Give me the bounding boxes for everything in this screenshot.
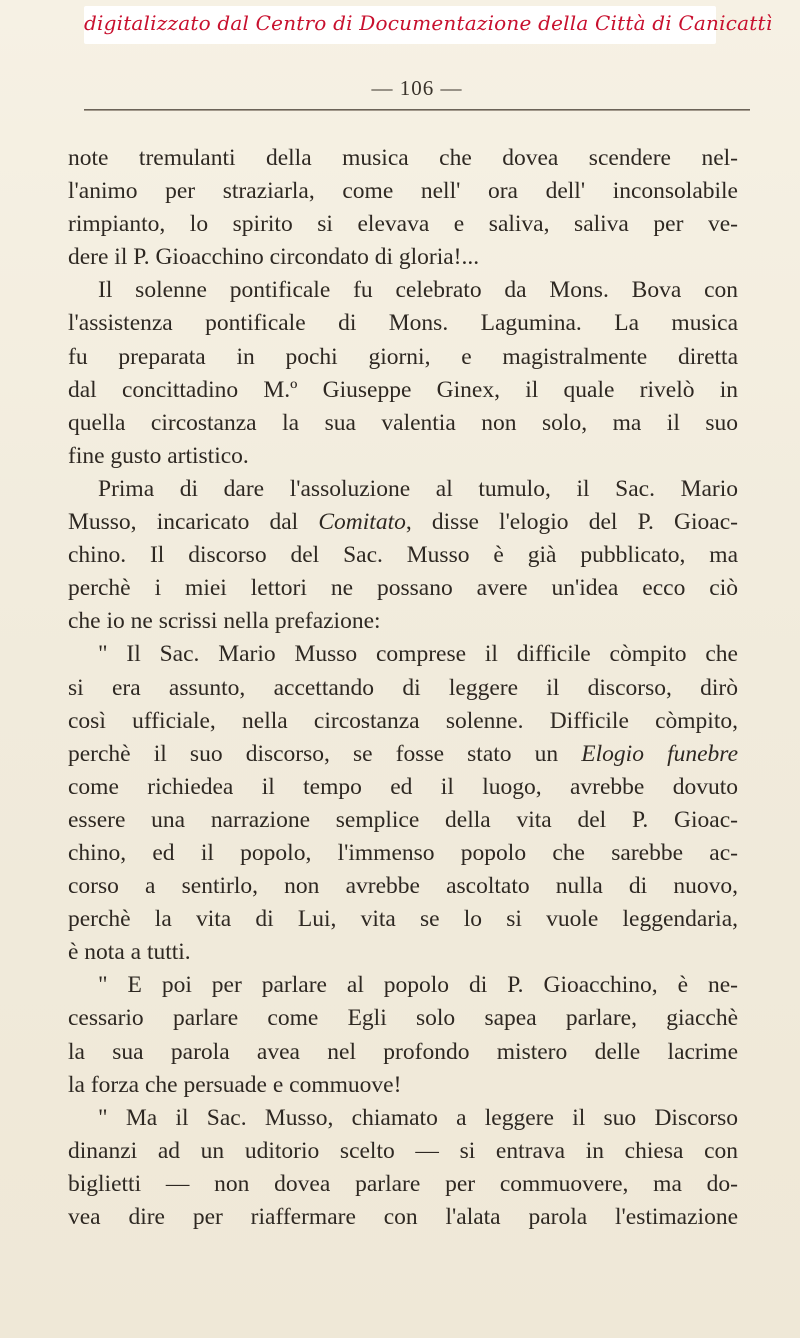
text-line: così ufficiale, nella circostanza solenne. Difficile còmpito, [68, 707, 738, 734]
text-line: " Il Sac. Mario Musso comprese il difficile còmpito che [98, 641, 738, 668]
text-line: è nota a tutti. [68, 939, 191, 966]
text-line: dal concittadino M.º Giuseppe Ginex, il quale rivelò in [68, 376, 738, 403]
text-run: Musso, incaricato dal [68, 509, 319, 536]
text-line: fine gusto artistico. [68, 442, 249, 469]
text-line: rimpianto, lo spirito si elevava e saliva, saliva per ve- [68, 211, 738, 238]
text-line: perchè la vita di Lui, vita se lo si vuole leggendaria, [68, 906, 738, 933]
text-run: perchè il suo discorso, se fosse stato un [68, 740, 582, 767]
text-line: l'assistenza pontificale di Mons. Lagumina. La musica [68, 310, 738, 337]
text-line: l'animo per straziarla, come nell' ora dell' inconsolabile [68, 178, 738, 205]
header-rule [84, 109, 750, 111]
text-line: la forza che persuade e commuove! [68, 1071, 402, 1098]
page-number: — 106 — [371, 76, 463, 100]
digitization-stamp [84, 6, 773, 44]
body-text [68, 142, 738, 1234]
italic-text-run: Comitato [318, 509, 406, 536]
page-header [84, 74, 750, 114]
text-line: chino, ed il popolo, l'immenso popolo che sarebbe ac- [68, 839, 738, 866]
text-line: " E poi per parlare al popolo di P. Gioacchino, è ne- [98, 972, 738, 999]
text-line: Prima di dare l'assoluzione al tumulo, il Sac. Mario [98, 475, 738, 502]
text-line: cessario parlare come Egli solo sapea parlare, giacchè [68, 1005, 738, 1032]
text-line [68, 738, 738, 771]
text-line: fu preparata in pochi giorni, e magistralmente diretta [68, 343, 738, 370]
text-line: come richiedea il tempo ed il luogo, avrebbe dovuto [68, 773, 738, 800]
text-line: biglietti — non dovea parlare per commuovere, ma do- [68, 1170, 738, 1197]
text-line: vea dire per riaffermare con l'alata parola l'estimazione [68, 1204, 738, 1230]
italic-text-run: Elogio funebre [581, 740, 738, 767]
text-line: Il solenne pontificale fu celebrato da Mons. Bova con [98, 277, 738, 304]
text-line [68, 506, 738, 539]
text-line: chino. Il discorso del Sac. Musso è già pubblicato, ma [68, 542, 738, 569]
text-line: quella circostanza la sua valentia non solo, ma il suo [68, 409, 738, 436]
text-line: perchè i miei lettori ne possano avere un'idea ecco ciò [68, 575, 738, 602]
text-line: essere una narrazione semplice della vita del P. Gioac- [68, 806, 738, 833]
text-line: che io ne scrissi nella prefazione: [68, 608, 381, 635]
text-line: si era assunto, accettando di leggere il discorso, dirò [68, 674, 738, 701]
text-line: dere il P. Gioacchino circondato di gloria!... [68, 244, 480, 271]
text-line: note tremulanti della musica che dovea scendere nel- [68, 145, 738, 171]
digitization-stamp-text: digitalizzato dal Centro di Documentazione della Città di Canicattì [84, 11, 773, 35]
text-line: dinanzi ad un uditorio scelto — si entrava in chiesa con [68, 1137, 738, 1164]
text-line: la sua parola avea nel profondo mistero delle lacrime [68, 1038, 738, 1065]
text-line: " Ma il Sac. Musso, chiamato a leggere il suo Discorso [98, 1104, 738, 1131]
text-run: , disse l'elogio del P. Gioac- [405, 509, 738, 536]
text-line: corso a sentirlo, non avrebbe ascoltato nulla di nuovo, [68, 873, 738, 900]
